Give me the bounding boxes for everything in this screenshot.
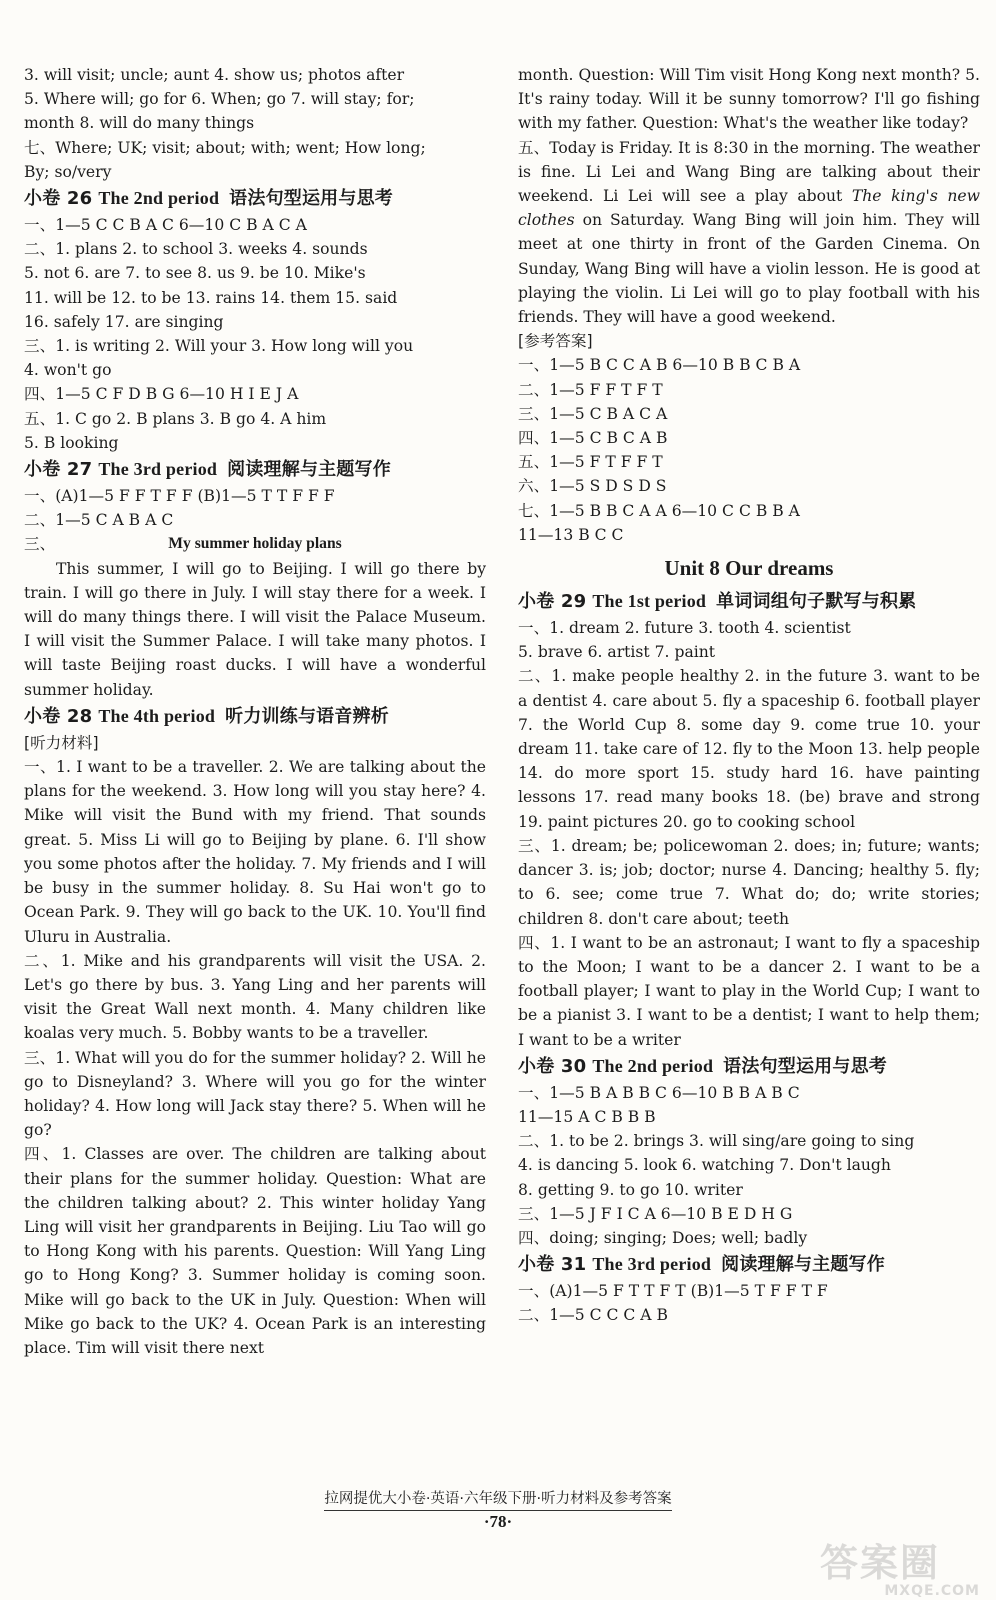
listening-paragraph: 一、1. I want to be a traveller. 2. We are talking about the plans for the weekend. 3. How long will you stay here? 4. Mike will visit the Bund with my friend. That sounds great. 5. Miss Li will go to Beijing by plane. 6. I'll show you some photos after the holiday. 7. My friends and I will be busy in the summer holiday. 8. Su Hai won't go to Ocean Park. 9. They will go back to the UK. 10. You'll find Uluru in Australia. xyxy=(24,758,486,946)
answer-line: 8. getting 9. to go 10. writer xyxy=(518,1180,743,1199)
section-topic: 阅读理解与主题写作 xyxy=(227,459,391,481)
left-column xyxy=(24,63,486,1360)
answer-line: 11—15 A C B B B xyxy=(518,1107,656,1126)
unit-title: Unit 8 Our dreams xyxy=(664,556,834,581)
answer-line: 5. brave 6. artist 7. paint xyxy=(518,643,716,662)
answer-line: 四、1—5 C B C A B xyxy=(518,429,668,448)
play-title: The king's new clothes xyxy=(518,187,980,230)
answer-line: 六、1—5 S D S D S xyxy=(518,477,667,496)
answer-line: 5. not 6. are 7. to see 8. us 9. be 10. Mike's xyxy=(24,264,366,283)
right-column xyxy=(518,63,980,1328)
listening-material-tag: [听力材料] xyxy=(24,733,99,752)
answer-line: 七、1—5 B B C A A 6—10 C C B B A xyxy=(518,501,800,520)
answer-line: 一、(A)1—5 F F T F F (B)1—5 T T F F F xyxy=(24,487,335,506)
answer-key-tag: [参考答案] xyxy=(518,332,593,351)
section-number: 小卷 28 xyxy=(24,705,93,727)
answer-line: 二、1—5 C A B A C xyxy=(24,511,174,530)
section-topic: 听力训练与语音辨析 xyxy=(225,705,389,727)
answer-line: month 8. will do many things xyxy=(24,114,255,133)
listening-paragraph-five xyxy=(518,136,980,330)
text-run: 五、Today is Friday. It is 8:30 in the morning. The weather is fine. Li Lei and Wang Bing are talking about their weekend. Li Lei will see a play about xyxy=(518,138,980,206)
essay-body: This summer, I will go to Beijing. I will go there by train. I will go there in July. I will stay there for a week. I will do many things there. I will visit the Palace Museum. I will visit the Summer Palace. I will take many photos. I will taste Beijing roast ducks. I will have a wonderful summer holiday. xyxy=(24,559,486,699)
section-number: 小卷 26 xyxy=(24,188,93,210)
section-period: The 3rd period xyxy=(592,1254,712,1275)
section-topic: 阅读理解与主题写作 xyxy=(721,1254,885,1276)
answer-line: 三、1—5 J F I C A 6—10 B E D H G xyxy=(518,1204,793,1223)
answer-line: 七、Where; UK; visit; about; with; went; How long; xyxy=(24,138,426,157)
section-period: The 2nd period xyxy=(592,1055,714,1076)
section-number: 小卷 27 xyxy=(24,459,93,481)
essay-title: My summer holiday plans xyxy=(168,535,342,553)
section-number: 小卷 30 xyxy=(518,1055,587,1077)
answer-line: 4. is dancing 5. look 6. watching 7. Don't laugh xyxy=(518,1156,891,1175)
section-heading-27 xyxy=(24,455,486,484)
section-heading-28 xyxy=(24,702,486,731)
answer-line: 一、(A)1—5 F T T F T (B)1—5 T F F T F xyxy=(518,1282,828,1301)
answer-line: 二、1—5 F F T F T xyxy=(518,380,663,399)
answer-line: 3. will visit; uncle; aunt 4. show us; photos after xyxy=(24,66,405,84)
answer-line: 二、1. to be 2. brings 3. will sing/are going to sing xyxy=(518,1132,915,1151)
section-period: The 3rd period xyxy=(98,459,218,480)
listening-paragraph: month. Question: Will Tim visit Hong Kong next month? 5. It's rainy today. Will it be sunny tomorrow? I'll go fishing with my father. Question: What's the weather like today? xyxy=(518,66,980,133)
answer-line: 三、1—5 C B A C A xyxy=(518,404,668,423)
section-heading-31 xyxy=(518,1250,980,1279)
section-number: 小卷 31 xyxy=(518,1254,587,1276)
essay-label: 三、 xyxy=(24,535,56,554)
answer-line: 五、1—5 F T F F T xyxy=(518,453,663,472)
answer-line: 五、1. C go 2. B plans 3. B go 4. A him xyxy=(24,409,327,428)
section-heading-26 xyxy=(24,184,486,213)
section-period: The 4th period xyxy=(98,705,216,726)
answer-line: 11. will be 12. to be 13. rains 14. them 15. said xyxy=(24,288,398,307)
section-topic: 单词词组句子默写与积累 xyxy=(716,591,917,613)
answer-line: 一、1—5 B C C A B 6—10 B B C B A xyxy=(518,356,801,375)
listening-paragraph: 三、1. What will you do for the summer holiday? 2. Will he go to Disneyland? 3. Where will you go for the winter holiday? 4. How long will Jack stay there? 5. When will he go? xyxy=(24,1048,486,1140)
section-period: The 1st period xyxy=(592,591,707,612)
answer-paragraph: 四、1. I want to be an astronaut; I want to fly a spaceship to the Moon; I want to be a dancer 2. I want to be a football player; I want to play in the World Cup; I want to be a pianist 3. I want to be a dentist; I want to help them; I want to be a writer xyxy=(518,933,980,1049)
answer-line: 11—13 B C C xyxy=(518,525,624,544)
watermark-logo: 答案圈 xyxy=(820,1541,941,1585)
section-heading-30 xyxy=(518,1052,980,1081)
text-run: on Saturday. Wang Bing will join him. They will meet at one thirty in front of the Garden Cinema. On Sunday, Wang Bing will have a violin lesson. He is good at playing the violin. Li Lei will go to play football with his friends. They will have a good weekend. xyxy=(518,211,980,327)
section-period: The 2nd period xyxy=(98,188,220,209)
page-number: ·78· xyxy=(483,1512,513,1531)
listening-paragraph: 四、1. Classes are over. The children are talking about their plans for the summer holiday. Question: What are the children talking about? 2. This winter holiday Yang Ling will visit her grandparents in Beijing. Liu Tao will go to Hong Kong with his parents. Question: Will Yang Ling go to Hong Kong? 3. Summer holiday is coming soon. Mike will go back to the UK in July. Question: When will Mike go back to the UK? 4. Ocean Park is an interesting place. Tim will visit there next xyxy=(24,1145,486,1357)
section-topic: 语法句型运用与思考 xyxy=(723,1055,887,1077)
watermark-url: MXQE.COM xyxy=(884,1583,980,1599)
section-number: 小卷 29 xyxy=(518,591,587,613)
answer-line: 5. B looking xyxy=(24,433,119,452)
answer-line: By; so/very xyxy=(24,162,112,181)
answer-paragraph: 三、1. dream; be; policewoman 2. does; in; future; wants; dancer 3. is; job; doctor; nurse 4. Dancing; healthy 5. fly; to 6. see; come true 7. What do; do; write stories; children 8. don't care about; teeth xyxy=(518,836,980,928)
listening-paragraph: 二、1. Mike and his grandparents will visit the USA. 2. Let's go there by bus. 3. Yang Ling and her parents will visit the Great Wall next month. 4. Many children like koalas very much. 5. Bobby wants to be a traveller. xyxy=(24,951,486,1043)
answer-line: 4. won't go xyxy=(24,361,112,380)
answer-line: 16. safely 17. are singing xyxy=(24,312,224,331)
page-footer xyxy=(0,1487,996,1511)
answer-paragraph: 二、1. make people healthy 2. in the future 3. want to be a dentist 4. care about 5. fly a spaceship 6. football player 7. the World Cup 8. some day 9. come true 10. your dream 11. take care of 12. fly to the Moon 13. help people 14. do more sport 15. study hard 16. have painting lessons 17. read many books 18. (be) brave and strong 19. paint pictures 20. go to cooking school xyxy=(518,667,980,831)
section-heading-29 xyxy=(518,587,980,616)
essay-title-row xyxy=(24,532,486,556)
answer-line: 5. Where will; go for 6. When; go 7. will stay; for; xyxy=(24,90,415,109)
answer-line: 二、1. plans 2. to school 3. weeks 4. sounds xyxy=(24,240,368,259)
section-topic: 语法句型运用与思考 xyxy=(229,188,393,210)
answer-line: 四、doing; singing; Does; well; badly xyxy=(518,1228,808,1247)
answer-line: 二、1—5 C C C A B xyxy=(518,1306,668,1325)
footer-title: 拉网提优大小卷·英语·六年级下册·听力材料及参考答案 xyxy=(324,1487,671,1511)
answer-line: 一、1. dream 2. future 3. tooth 4. scientist xyxy=(518,619,851,638)
answer-line: 一、1—5 B A B B C 6—10 B B A B C xyxy=(518,1083,800,1102)
answer-line: 一、1—5 C C B A C 6—10 C B A C A xyxy=(24,216,307,235)
watermark xyxy=(820,1532,980,1599)
answer-line: 四、1—5 C F D B G 6—10 H I E J A xyxy=(24,385,299,404)
answer-line: 三、1. is writing 2. Will your 3. How long will you xyxy=(24,337,414,356)
